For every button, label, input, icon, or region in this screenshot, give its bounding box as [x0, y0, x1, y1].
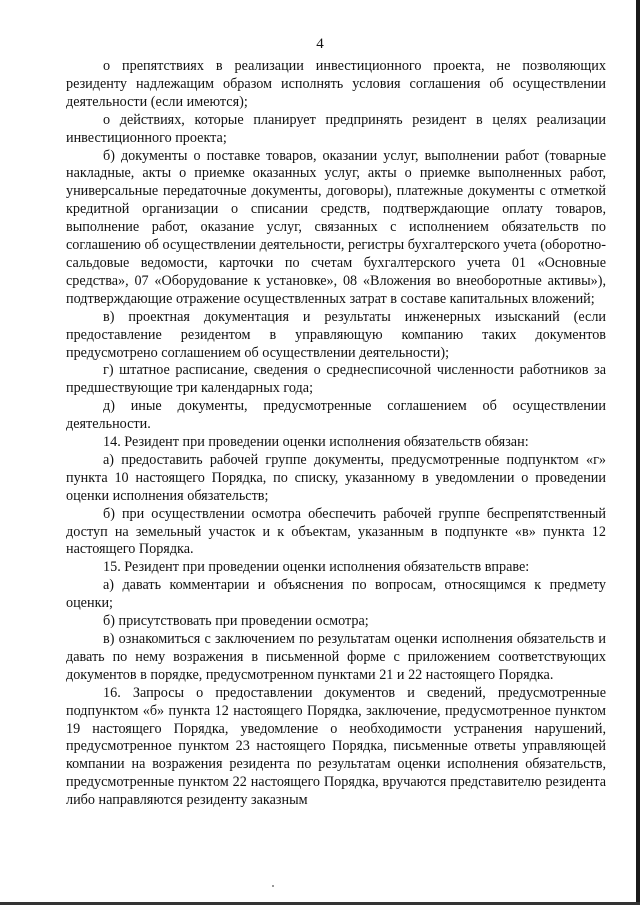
paragraph-obstacles: о препятствиях в реализации инвестиционного проекта, не позволяющих резиденту надлежащим образом исполнять условия соглашения об осуществлении деятельности (если имеются); — [66, 58, 606, 110]
page-number: 4 — [316, 36, 324, 52]
paragraph-15-a: а) давать комментарии и объяснения по вопросам, относящимся к предмету оценки; — [66, 577, 606, 612]
paragraph-14-a: а) предоставить рабочей группе документы, предусмотренные подпунктом «г» пункта 10 настоящего Порядка, по списку, указанному в уведомлении о проведении оценки исполнения обязательств; — [66, 451, 606, 504]
paragraph-resident-actions: о действиях, которые планирует предпринять резидент в целях реализации инвестиционного проекта; — [66, 111, 606, 146]
paragraph-15-b: б) присутствовать при проведении осмотра; — [103, 613, 369, 630]
paragraph-g-staffing: г) штатное расписание, сведения о среднесписочной численности работников за предшествующие три календарных года; — [66, 362, 606, 397]
paragraph-15-v: в) ознакомиться с заключением по результатам оценки исполнения обязательств и давать по нему возражения в письменной форме с приложением соответствующих документов в порядке, предусмотренном пунктами 21 и 22 настоящего Порядка. — [66, 631, 606, 683]
paragraph-14-heading: 14. Резидент при проведении оценки исполнения обязательств обязан: — [103, 434, 529, 451]
paragraph-15-heading: 15. Резидент при проведении оценки исполнения обязательств вправе: — [103, 559, 530, 576]
paragraph-d-other-docs: д) иные документы, предусмотренные соглашением об осуществлении деятельности. — [66, 398, 606, 433]
paragraph-14-b: б) при осуществлении осмотра обеспечить рабочей группе беспрепятственный доступ на земельный участок и к объектам, указанным в подпункте «в» пункта 12 настоящего Порядка. — [66, 505, 606, 558]
paragraph-16: 16. Запросы о предоставлении документов и сведений, предусмотренные подпунктом «б» пункта 12 настоящего Порядка, заключение, предусмотренное пунктом 19 настоящего Порядка, уведомление о необходимости устранения нарушений, предусмотренное пунктом 23 настоящего Порядка, письменные ответы управляющей компании на возражения резидента по результатам оценки исполнения обязательств, предусмотренные пунктом 22 настоящего Порядка, вручаются представителю резидента либо направляются резиденту заказным — [66, 684, 606, 809]
scan-border-right — [636, 0, 640, 905]
paragraph-v-project-docs: в) проектная документация и результаты инженерных изысканий (если предоставление резидентом в управляющую компанию таких документов предусмотрено соглашением об осуществлении деятельности); — [66, 308, 606, 361]
paragraph-b-documents: б) документы о поставке товаров, оказании услуг, выполнении работ (товарные накладные, акты о приемке оказанных услуг, акты о приемке выполненных работ, универсальные передаточные документы, договоры), платежные документы с отметкой кредитной организации о списании средств, подтверждающие оплату товаров, выполнение работ, оказание услуг, связанных с исполнением обязательств по соглашению об осуществлении деятельности, регистры бухгалтерского учета (оборотно-сальдовые ведомости, карточки по счетам бухгалтерского учета 01 «Основные средства», 07 «Оборудование к установке», 08 «Вложения во внеоборотные активы»), подтверждающие отражение осуществленных затрат в составе капитальных вложений; — [66, 147, 606, 307]
scan-speck — [272, 885, 274, 887]
document-body — [66, 58, 606, 810]
